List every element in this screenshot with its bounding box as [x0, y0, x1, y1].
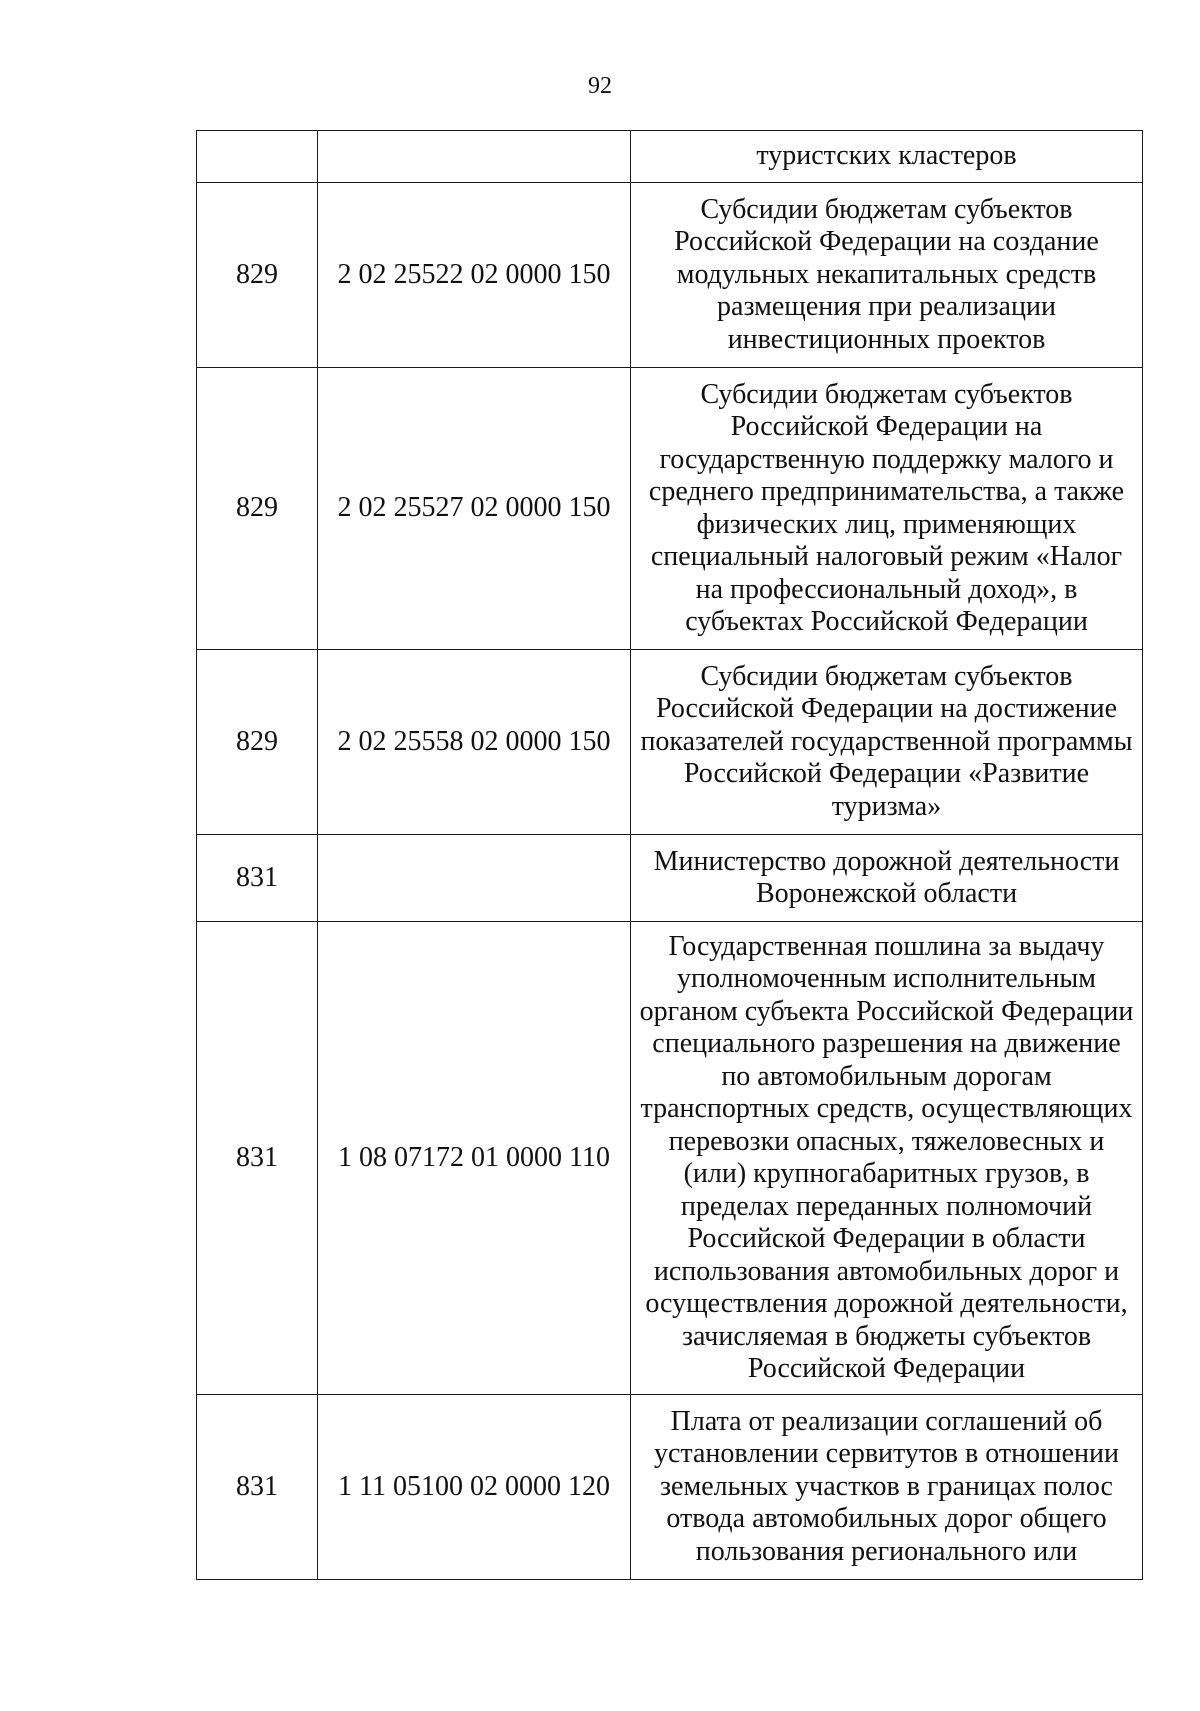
description-cell: Субсидии бюджетам субъектов Российской Федерации на достижение показателей государственной программы Российской Федерации «Развитие туризма»: [631, 650, 1143, 835]
admin-code-cell: 829: [197, 368, 318, 650]
budget-code-cell: 1 11 05100 02 0000 120: [318, 1395, 631, 1580]
admin-code-cell: [197, 131, 318, 183]
table-row: [197, 922, 1143, 1395]
table-row: [197, 650, 1143, 835]
description-cell: туристских кластеров: [631, 131, 1143, 183]
table-row: [197, 183, 1143, 368]
admin-code-cell: 829: [197, 650, 318, 835]
admin-code-cell: 831: [197, 835, 318, 922]
description-cell: Государственная пошлина за выдачу уполномоченным исполнительным органом субъекта Российской Федерации специального разрешения на движение по автомобильным дорогам транспортных средств, осуществляющих перевозки опасных, тяжеловесных и (или) крупногабаритных грузов, в пределах переданных полномочий Российской Федерации в области использования автомобильных дорог и осуществления дорожной деятельности, зачисляемая в бюджеты субъектов Российской Федерации: [631, 922, 1143, 1395]
admin-code-cell: 831: [197, 922, 318, 1395]
description-cell: Субсидии бюджетам субъектов Российской Федерации на создание модульных некапитальных средств размещения при реализации инвестиционных проектов: [631, 183, 1143, 368]
table-row: [197, 835, 1143, 922]
description-cell: Плата от реализации соглашений об установлении сервитутов в отношении земельных участков в границах полос отвода автомобильных дорог общего пользования регионального или: [631, 1395, 1143, 1580]
table-row: [197, 368, 1143, 650]
budget-code-cell: 2 02 25558 02 0000 150: [318, 650, 631, 835]
table-row: [197, 1395, 1143, 1580]
description-cell: Министерство дорожной деятельности Воронежской области: [631, 835, 1143, 922]
budget-code-cell: 1 08 07172 01 0000 110: [318, 922, 631, 1395]
admin-code-cell: 829: [197, 183, 318, 368]
page-number: 92: [588, 73, 612, 99]
budget-code-cell: [318, 131, 631, 183]
budget-code-cell: 2 02 25527 02 0000 150: [318, 368, 631, 650]
budget-code-cell: 2 02 25522 02 0000 150: [318, 183, 631, 368]
budget-codes-table: [196, 130, 1143, 1580]
budget-code-cell: [318, 835, 631, 922]
description-cell: Субсидии бюджетам субъектов Российской Федерации на государственную поддержку малого и среднего предпринимательства, а также физических лиц, применяющих специальный налоговый режим «Налог на профессиональный доход», в субъектах Российской Федерации: [631, 368, 1143, 650]
admin-code-cell: 831: [197, 1395, 318, 1580]
table-row: [197, 131, 1143, 183]
